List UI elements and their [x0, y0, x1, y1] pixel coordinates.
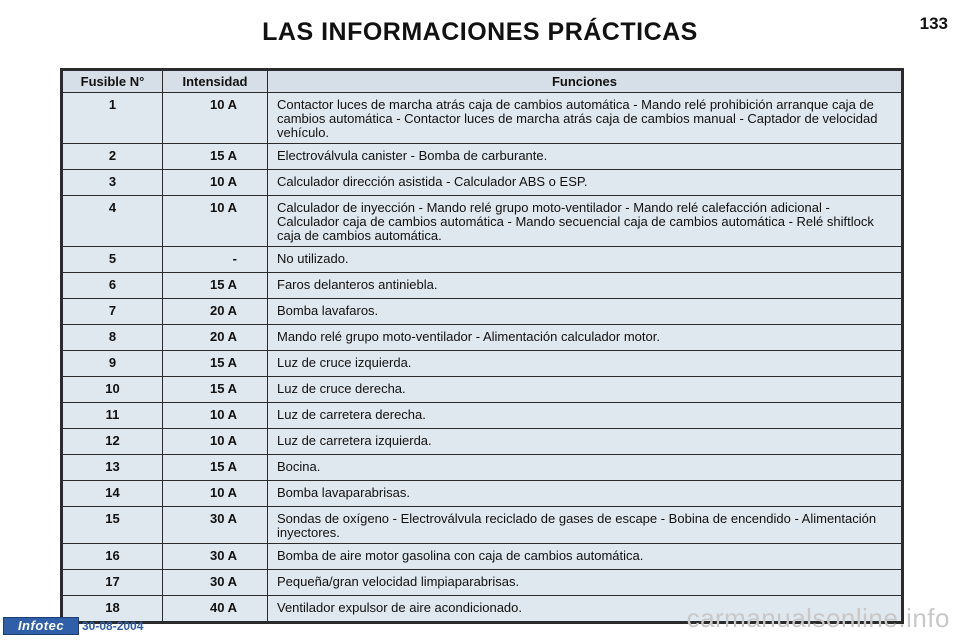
table-body	[63, 93, 902, 622]
function-cell: Calculador dirección asistida - Calculador ABS o ESP.	[268, 170, 902, 196]
function-cell: Electroválvula canister - Bomba de carburante.	[268, 144, 902, 170]
fuse-number-cell: 14	[63, 481, 163, 507]
fuse-number-cell: 8	[63, 325, 163, 351]
fuse-number-cell: 17	[63, 570, 163, 596]
fuse-number-cell: 18	[63, 596, 163, 622]
intensity-cell: 30 A	[163, 544, 268, 570]
fuse-number-cell: 12	[63, 429, 163, 455]
function-cell: Mando relé grupo moto-ventilador - Alimentación calculador motor.	[268, 325, 902, 351]
fuse-table-container	[60, 68, 904, 624]
function-cell: Luz de cruce derecha.	[268, 377, 902, 403]
fuse-number-cell: 5	[63, 247, 163, 273]
fuse-table	[62, 70, 902, 622]
fuse-number-cell: 11	[63, 403, 163, 429]
function-cell: Faros delanteros antiniebla.	[268, 273, 902, 299]
table-row	[63, 403, 902, 429]
table-row	[63, 144, 902, 170]
fuse-number-cell: 16	[63, 544, 163, 570]
function-cell: Pequeña/gran velocidad limpiaparabrisas.	[268, 570, 902, 596]
header-fuse-number: Fusible N°	[63, 71, 163, 93]
function-cell: Luz de carretera izquierda.	[268, 429, 902, 455]
function-cell: Luz de carretera derecha.	[268, 403, 902, 429]
intensity-cell: 10 A	[163, 429, 268, 455]
footer-date: 30-08-2004	[82, 619, 144, 633]
fuse-number-cell: 9	[63, 351, 163, 377]
function-cell: Bocina.	[268, 455, 902, 481]
table-header-row	[63, 71, 902, 93]
fuse-number-cell: 2	[63, 144, 163, 170]
table-row	[63, 196, 902, 247]
table-row	[63, 351, 902, 377]
fuse-number-cell: 4	[63, 196, 163, 247]
page-number: 133	[919, 14, 948, 33]
fuse-number-cell: 7	[63, 299, 163, 325]
fuse-number-cell: 6	[63, 273, 163, 299]
table-row	[63, 299, 902, 325]
table-row	[63, 325, 902, 351]
fuse-number-cell: 15	[63, 507, 163, 544]
intensity-cell: 10 A	[163, 93, 268, 144]
function-cell: No utilizado.	[268, 247, 902, 273]
table-row	[63, 570, 902, 596]
table-row	[63, 170, 902, 196]
table-row	[63, 455, 902, 481]
intensity-cell: 10 A	[163, 403, 268, 429]
intensity-cell: 15 A	[163, 144, 268, 170]
fuse-number-cell: 13	[63, 455, 163, 481]
header-functions: Funciones	[268, 71, 902, 93]
function-cell: Calculador de inyección - Mando relé grupo moto-ventilador - Mando relé calefacción adicional - Calculador caja de cambios automática - Mando secuencial caja de cambios automática - Relé shiftlock caja de cambios automática.	[268, 196, 902, 247]
function-cell: Ventilador expulsor de aire acondicionado.	[268, 596, 902, 622]
function-cell: Contactor luces de marcha atrás caja de cambios automática - Mando relé prohibición arranque caja de cambios automática - Contactor luces de marcha atrás caja de cambios manual - Captador de velocidad vehículo.	[268, 93, 902, 144]
header-intensity: Intensidad	[163, 71, 268, 93]
function-cell: Bomba lavafaros.	[268, 299, 902, 325]
intensity-cell: 15 A	[163, 455, 268, 481]
intensity-cell: 15 A	[163, 351, 268, 377]
intensity-cell: 10 A	[163, 481, 268, 507]
intensity-cell: 10 A	[163, 196, 268, 247]
intensity-cell: 20 A	[163, 325, 268, 351]
intensity-cell: 40 A	[163, 596, 268, 622]
intensity-cell: 30 A	[163, 507, 268, 544]
watermark: carmanualsonline.info	[686, 603, 950, 633]
intensity-cell: 15 A	[163, 377, 268, 403]
table-row	[63, 481, 902, 507]
fuse-number-cell: 1	[63, 93, 163, 144]
intensity-cell: -	[163, 247, 268, 273]
table-row	[63, 544, 902, 570]
function-cell: Sondas de oxígeno - Electroválvula reciclado de gases de escape - Bobina de encendido - Alimentación inyectores.	[268, 507, 902, 544]
intensity-cell: 15 A	[163, 273, 268, 299]
fuse-number-cell: 3	[63, 170, 163, 196]
fuse-number-cell: 10	[63, 377, 163, 403]
table-row	[63, 507, 902, 544]
table-row	[63, 429, 902, 455]
intensity-cell: 20 A	[163, 299, 268, 325]
table-row	[63, 273, 902, 299]
table-row	[63, 377, 902, 403]
page-title: LAS INFORMACIONES PRÁCTICAS	[262, 18, 698, 46]
table-row	[63, 93, 902, 144]
intensity-cell: 30 A	[163, 570, 268, 596]
function-cell: Bomba lavaparabrisas.	[268, 481, 902, 507]
function-cell: Bomba de aire motor gasolina con caja de cambios automática.	[268, 544, 902, 570]
infotec-logo: Infotec	[3, 617, 79, 635]
intensity-cell: 10 A	[163, 170, 268, 196]
table-row	[63, 247, 902, 273]
function-cell: Luz de cruce izquierda.	[268, 351, 902, 377]
